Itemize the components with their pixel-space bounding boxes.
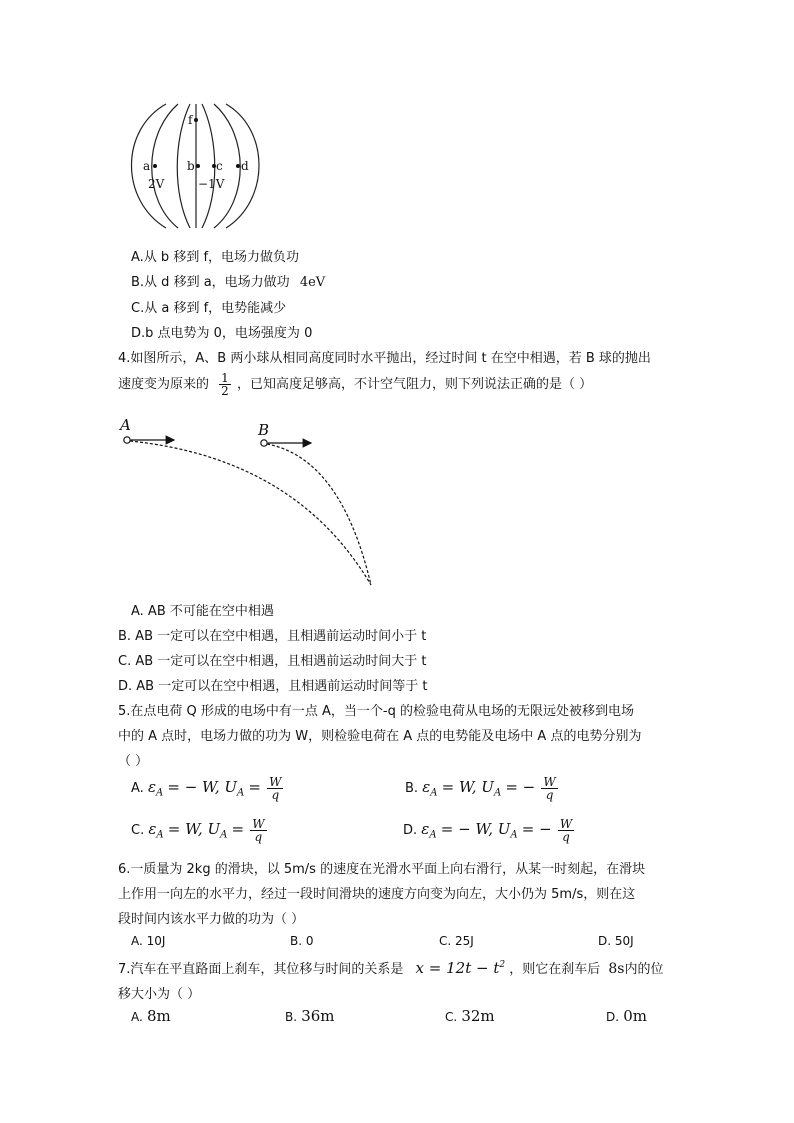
q4-stem-line1: 4.如图所示，A、B 两小球从相同高度同时水平抛出，经过时间 t 在空中相遇，若 B 球的抛出 (118, 351, 651, 366)
q4-option-a: A. AB 不可能在空中相遇 (131, 604, 274, 619)
label-2v: 2V (148, 177, 165, 191)
q5-stem-line3: （ ） (118, 754, 149, 769)
q6-stem-line3: 段时间内该水平力做的功为（ ） (118, 912, 305, 927)
q4-stem-text: 速度变为原来的 (118, 377, 210, 392)
label-ball-b: B (258, 421, 270, 439)
q5-option-b: B. $\varepsilon_A = W$, $U_A$ = − $\frac{W}{q}$ (405, 775, 556, 802)
q6-stem-line1: 6.一质量为 2kg 的滑块，以 5m/s 的速度在光滑水平面上向右滑行，从某一时刻起，在滑块 (118, 862, 646, 877)
q6-option-c: C. 25J (439, 934, 474, 948)
q4-fraction (219, 372, 231, 397)
q5-option-c: C. $\varepsilon_A = W$, $U_A$ = $\frac{W}{q}$ (131, 817, 265, 844)
point-b (196, 164, 200, 168)
q6-option-d: D. 50J (598, 934, 634, 948)
q7-option-a: A. 8m (131, 1007, 171, 1025)
q6-option-a: A. 10J (131, 934, 166, 948)
label-c: c (216, 159, 223, 173)
trajectory-a (130, 441, 371, 585)
q3-option-b-text: B.从 d 移到 a，电场力做功 (131, 275, 290, 290)
q4-stem-tail: ，已知高度足够高，不计空气阻力，则下列说法正确的是（ ） (236, 377, 593, 392)
label-a: a (143, 159, 151, 173)
q7-option-d: D. 0m (606, 1007, 647, 1025)
q7-option-b: B. 36m (285, 1007, 335, 1025)
field-lines-figure (118, 100, 278, 232)
q4-fraction-num: 1 (221, 371, 229, 385)
projectile-figure (116, 418, 386, 590)
ball-a (124, 437, 130, 443)
q7-formula: $x = 12t - t^2$ (415, 959, 506, 977)
label-b: b (187, 159, 195, 173)
point-f (194, 118, 198, 122)
q5-option-a: A. $\varepsilon_A$ = − W, $U_A$ = $\frac{W}{q}$ (131, 775, 282, 802)
q5-option-d: D. $\varepsilon_A$ = − W, $U_A$ = − $\frac{W}{q}$ (403, 817, 573, 844)
q7-option-c: C. 32m (445, 1007, 495, 1025)
q3-option-a: A.从 b 移到 f，电场力做负功 (131, 250, 300, 265)
q5-stem-line2: 中的 A 点时，电场力做的功为 W，则检验电荷在 A 点的电势能及电场中 A 点的电势分别为 (118, 729, 642, 744)
q3-option-b-value: 4eV (299, 275, 326, 290)
q7-stem-line2: 移大小为（ ） (118, 987, 201, 1002)
ball-b (261, 440, 267, 446)
trajectory-b (267, 444, 371, 585)
q4-stem-line2 (118, 372, 592, 397)
point-a (153, 164, 157, 168)
q7-stem-line1: 7.汽车在平直路面上刹车，其位移与时间的关系是 $x = 12t - t^2$ ，则它在刹车后 8s内的位 (118, 959, 664, 977)
q4-option-b: B. AB 一定可以在空中相遇，且相遇前运动时间小于 t (118, 629, 427, 644)
q4-fraction-den: 2 (221, 384, 229, 398)
q3-option-d: D.b 点电势为 0，电场强度为 0 (131, 326, 313, 341)
label-f: f (188, 113, 193, 127)
q4-option-d: D. AB 一定可以在空中相遇，且相遇前运动时间等于 t (118, 679, 428, 694)
q6-option-b: B. 0 (290, 934, 314, 948)
q3-option-c: C.从 a 移到 f，电势能减少 (131, 301, 287, 316)
q6-stem-line2: 上作用一向左的水平力，经过一段时间滑块的速度方向变为向左，大小仍为 5m/s，则在这 (118, 887, 636, 902)
q3-option-b (131, 271, 325, 290)
point-d (236, 164, 240, 168)
q5-stem-line1: 5.在点电荷 Q 形成的电场中有一点 A，当一个-q 的检验电荷从电场的无限远处被移到电场 (118, 704, 635, 719)
label-ball-a: A (120, 418, 131, 434)
q4-option-c: C. AB 一定可以在空中相遇，且相遇前运动时间大于 t (118, 654, 427, 669)
label-d: d (241, 159, 249, 173)
label-minus1v: −1V (198, 177, 225, 191)
